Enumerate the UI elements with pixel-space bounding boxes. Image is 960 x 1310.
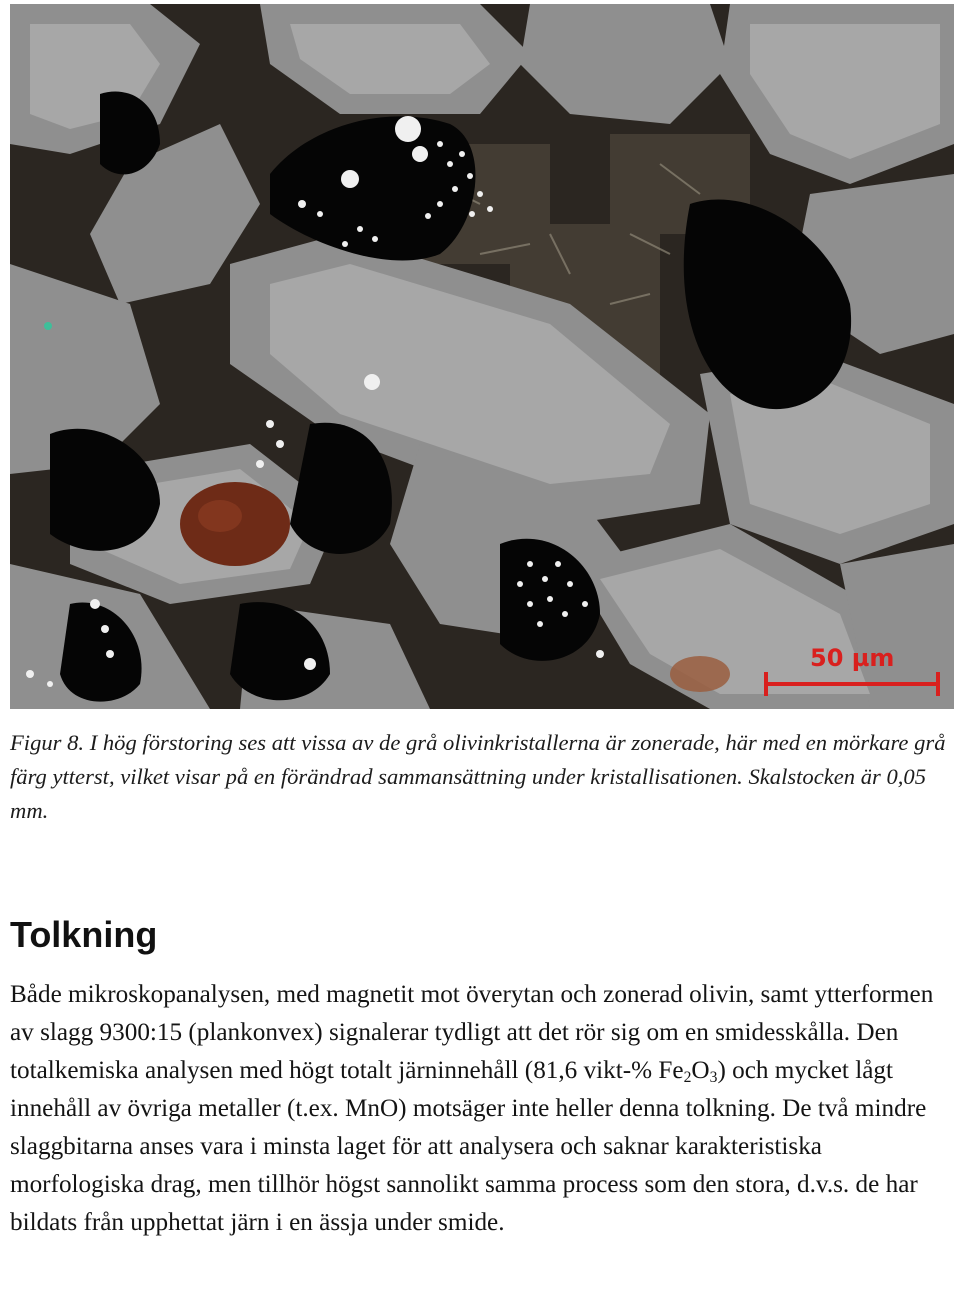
section-paragraph [10,976,955,1242]
paragraph-part-1: Både mikroskopanalysen, med magnetit mot överytan och zonerad olivin, samt ytterformen av slagg 9300:15 (plankonvex) signalerar tydligt att det rör sig om en smidesskålla. Den totalkemiska analysen med högt totalt järninnehåll (81,6 vikt-% Fe [10,981,934,1084]
micrograph-figure [10,4,954,709]
paragraph-part-2: ) och mycket lågt innehåll av övriga metaller (t.ex. MnO) motsäger inte heller denna tolkning. De två mindre slaggbitarna anses vara i minsta laget för att analysera och saknar karakteristiska morfologiska drag, men tillhör högst sannolikt samma process som den stora, d.v.s. de har bildats från upphettat järn i en ässja under smide. [10,1057,927,1236]
formula-subscript-2: 2 [683,1068,692,1086]
formula-oxygen: O [691,1057,710,1084]
figure-caption: Figur 8. I hög förstoring ses att vissa av de grå olivinkristallerna är zonerade, här med en mörkare grå färg ytterst, vilket visar på en förändrad sammansättning under kristallisationen. Skalstocken är 0,05 mm. [10,730,946,823]
scale-bar-label: 50 µm [810,644,895,672]
micrograph-image [10,4,954,709]
section-heading: Tolkning [10,914,158,955]
formula-subscript-3: 3 [709,1068,718,1086]
